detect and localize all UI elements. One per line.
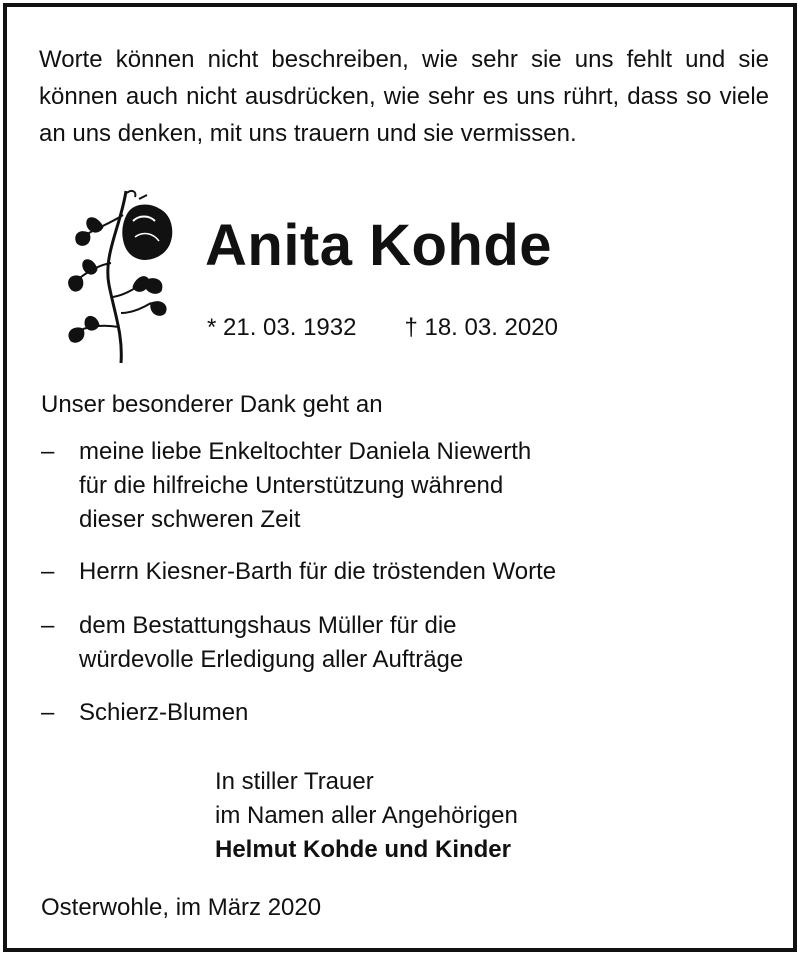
death-date: † 18. 03. 2020: [404, 314, 558, 341]
thanks-intro: Unser besonderer Dank geht an: [41, 391, 383, 418]
closing-line: In stiller Trauer: [215, 768, 374, 795]
deceased-name: Anita Kohde: [205, 213, 553, 278]
dash-bullet: –: [41, 612, 55, 639]
thanks-line: meine liebe Enkeltochter Daniela Niewerth: [79, 438, 532, 465]
thanks-line: würdevolle Erledigung aller Aufträge: [79, 646, 464, 673]
signature: Helmut Kohde und Kinder: [215, 836, 511, 863]
rose-icon: [63, 185, 183, 370]
intro-text: Worte können nicht beschreiben, wie sehr sie uns fehlt und sie können auch nicht ausdrücken, wie sehr es uns rührt, dass so viele an uns denken, mit uns trauern und sie vermissen.: [39, 46, 769, 147]
dash-bullet: –: [41, 438, 55, 465]
life-dates: [207, 311, 558, 345]
closing-block: [215, 765, 518, 867]
thanks-line: Schierz-Blumen: [79, 699, 249, 726]
dash-bullet: –: [41, 699, 55, 726]
thanks-line: dieser schweren Zeit: [79, 506, 301, 533]
obituary-frame: [3, 3, 797, 952]
thanks-line: für die hilfreiche Unterstützung während: [79, 472, 504, 499]
thanks-line: dem Bestattungshaus Müller für die: [79, 612, 457, 639]
thanks-line: Herrn Kiesner-Barth für die tröstenden Worte: [79, 558, 557, 585]
dash-bullet: –: [41, 558, 55, 585]
birth-date: * 21. 03. 1932: [207, 314, 357, 341]
closing-line: im Namen aller Angehörigen: [215, 802, 518, 829]
place-date: Osterwohle, im März 2020: [41, 894, 322, 921]
